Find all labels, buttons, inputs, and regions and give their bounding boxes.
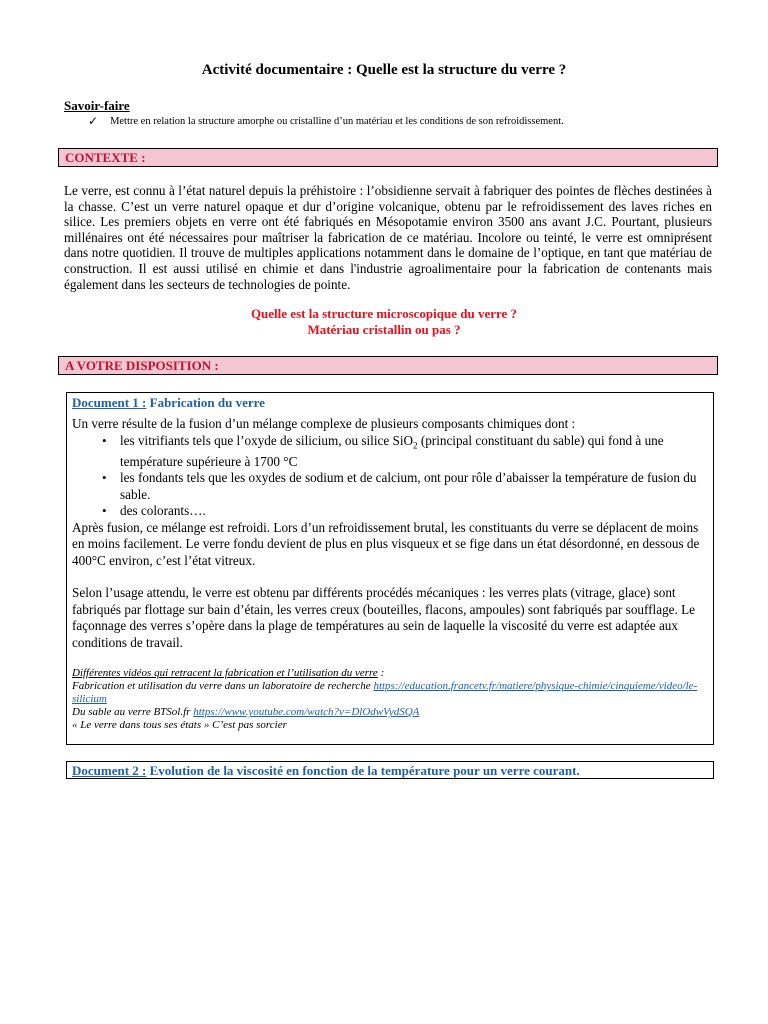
list-item: • des colorants…. bbox=[120, 503, 708, 520]
disposition-heading: A VOTRE DISPOSITION : bbox=[58, 356, 718, 375]
video-3: « Le verre dans tous ses états » C’est pas sorcier bbox=[72, 719, 287, 732]
document-1-para-2: Selon l’usage attendu, le verre est obtenu par différents procédés mécaniques : les verres plats (vitrage, glace) sont fabriqués par flottage sur bain d’étain, les verres creux (bouteilles, flacons, ampoules) sont fabriqués par soufflage. Le façonnage des verres s’opère dans la plage de températures au sein de laquelle la viscosité du verre est adaptée aux conditions de travail. bbox=[72, 585, 696, 650]
question-2: Matériau cristallin ou pas ? bbox=[307, 322, 461, 337]
question-block bbox=[0, 306, 768, 338]
contexte-text: Le verre, est connu à l’état naturel depuis la préhistoire : l’obsidienne servait à fabriquer des pointes de flèches destinées à la chasse. C’est un verre naturel opaque et dur d’origine volcanique, obtenu par le refroidissement des laves riches en silice. Les premiers objets en verre ont été fabriqués en Mésopotamie environ 3500 ans avant J.C. Pourtant, plusieurs millénaires ont été nécessaires pour maîtriser la fabrication de ce matériau. Incolore ou teinté, le verre est omniprésent dans notre quotidien. Il trouve de multiples applications notamment dans le domaine de l’optique, en tant que matériau de construction. Il est aussi utilisé en chimie et dans l'industrie agroalimentaire pour la fabrication de contenants mais également dans les secteurs de technologies de pointe. bbox=[64, 183, 712, 292]
document-2-label: Document 2 : bbox=[72, 763, 147, 778]
document-1-para-1: Après fusion, ce mélange est refroidi. Lors d’un refroidissement brutal, les constituants du verre se déplacent de moins en moins facilement. Le verre fondu devient de plus en plus visqueux et se fige dans un état désordonné, en dessous de 400°C environ, c’est l’état vitreux. bbox=[72, 519, 700, 568]
video-1: Fabrication et utilisation du verre dans un laboratoire de recherche https://education.francetv.fr/matiere/physique-chimie/cinquieme/video/le-silicium bbox=[72, 680, 698, 706]
document-2-heading bbox=[72, 762, 708, 779]
document-1-title: Fabrication du verre bbox=[149, 395, 265, 410]
savoir-faire-heading: Savoir-faire bbox=[64, 98, 130, 113]
document-2-box bbox=[66, 761, 714, 779]
video-1-link[interactable]: https://education.francetv.fr/matiere/physique-chimie/cinquieme/video/le-silicium bbox=[72, 680, 698, 706]
videos-heading: Différentes vidéos qui retracent la fabrication et l’utilisation du verre : bbox=[72, 667, 385, 680]
video-2: Du sable au verre BTSol.fr https://www.youtube.com/watch?v=DlOdwVydSQA bbox=[72, 706, 420, 719]
document-1-label: Document 1 : bbox=[72, 395, 147, 410]
savoir-faire-text: Mettre en relation la structure amorphe ou cristalline d’un matériau et les conditions de son refroidissement. bbox=[110, 116, 564, 127]
check-icon: ✓ bbox=[88, 114, 99, 128]
document-1-heading bbox=[72, 394, 708, 411]
list-item: • les vitrifiants tels que l’oxyde de silicium, ou silice SiO$_2$ (principal constituant du sable) qui fond à une température supérieure à 1700 °C bbox=[120, 433, 708, 471]
video-2-link[interactable]: https://www.youtube.com/watch?v=DlOdwVydSQA bbox=[193, 706, 420, 719]
document-1-intro: Un verre résulte de la fusion d’un mélange complexe de plusieurs composants chimiques dont : bbox=[72, 416, 576, 431]
savoir-faire-item bbox=[88, 116, 564, 127]
question-1: Quelle est la structure microscopique du verre ? bbox=[250, 306, 518, 321]
component-list bbox=[72, 433, 708, 520]
contexte-heading: CONTEXTE : bbox=[58, 148, 718, 167]
document-1-box bbox=[66, 392, 714, 745]
document-2-title: Evolution de la viscosité en fonction de la température pour un verre courant. bbox=[149, 763, 580, 778]
page-title: Activité documentaire : Quelle est la structure du verre ? bbox=[201, 62, 567, 78]
list-item: • les fondants tels que les oxydes de sodium et de calcium, ont pour rôle d’abaisser la température de fusion du sable. bbox=[120, 470, 708, 503]
